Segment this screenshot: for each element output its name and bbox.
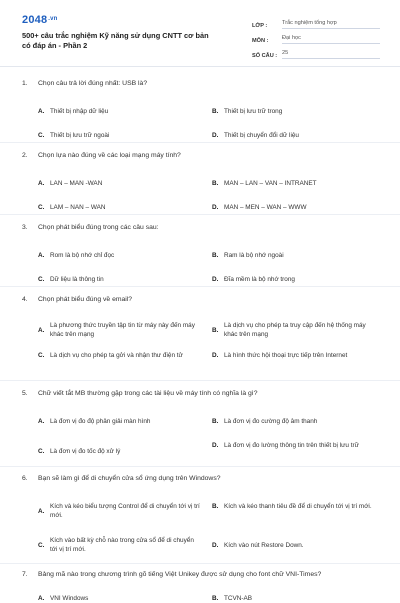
option-a[interactable]: [38, 107, 200, 116]
option-letter: B.: [212, 595, 219, 602]
option-b[interactable]: [212, 594, 374, 603]
option-text: Là dịch vụ cho phép ta gởi và nhận thư điện tử: [50, 352, 183, 359]
question-3: [22, 224, 382, 283]
option-text: Ram là bộ nhớ ngoài: [224, 252, 284, 259]
question-number: 3.: [22, 224, 28, 231]
question-text: [22, 390, 382, 397]
question-separator: [0, 563, 400, 564]
option-c[interactable]: [38, 351, 200, 360]
option-b[interactable]: [212, 251, 374, 260]
question-prompt: Chọn lựa nào đúng về các loại mạng máy tính?: [38, 152, 181, 159]
option-letter: C.: [38, 448, 45, 455]
logo-suffix: .vn: [48, 16, 58, 22]
option-letter: A.: [38, 507, 45, 515]
option-d[interactable]: [212, 541, 374, 550]
question-text: [22, 571, 382, 578]
question-5: [22, 390, 382, 455]
question-prompt: Chọn phát biểu đúng về email?: [38, 296, 133, 303]
document-title: 500+ câu trắc nghiệm Kỹ năng sử dụng CNTT cơ bản có đáp án - Phần 2: [22, 31, 209, 50]
question-number: 7.: [22, 571, 28, 578]
option-text: Kích vào nút Restore Down.: [224, 542, 304, 549]
option-letter: D.: [212, 204, 219, 211]
meta-key: LỚP :: [252, 23, 268, 29]
option-c[interactable]: [38, 447, 200, 456]
option-letter: C.: [38, 352, 45, 359]
option-letter: D.: [212, 542, 219, 549]
option-text: TCVN-AB: [224, 595, 253, 602]
question-prompt: Bạn sẽ làm gì để di chuyển cửa sổ ứng dụng trên Windows?: [38, 475, 221, 482]
option-letter: A.: [38, 108, 45, 115]
option-text: Kích và kéo biểu tượng Control để di chuyển tới vị trí mới.: [50, 503, 200, 519]
meta-row-class: [252, 14, 380, 29]
option-b[interactable]: [212, 502, 374, 511]
option-letter: C.: [38, 541, 45, 549]
option-letter: C.: [38, 204, 45, 211]
question-separator: [0, 142, 400, 143]
meta-value: Đại học: [282, 35, 380, 44]
option-a[interactable]: [38, 417, 200, 426]
question-separator: [0, 286, 400, 287]
option-text: Là hình thức hội thoại trực tiếp trên Internet: [224, 352, 348, 359]
option-letter: B.: [212, 108, 219, 115]
option-c[interactable]: [38, 131, 200, 140]
header-divider: [0, 66, 400, 67]
option-text: Là phương thức truyền tập tin từ máy này đến máy khác trên mạng: [50, 322, 195, 338]
question-text: [22, 224, 382, 231]
option-text: MAN – MEN – WAN – WWW: [224, 204, 307, 211]
question-text: [22, 80, 382, 87]
question-number: 4.: [22, 296, 28, 303]
option-b[interactable]: [212, 321, 374, 339]
option-letter: B.: [212, 180, 219, 187]
question-prompt: Chọn câu trả lời đúng nhất: USB là?: [38, 80, 148, 87]
question-number: 6.: [22, 475, 28, 482]
option-letter: D.: [212, 132, 219, 139]
option-d[interactable]: [212, 275, 374, 284]
option-letter: B.: [212, 326, 219, 334]
option-a[interactable]: [38, 594, 200, 603]
option-letter: C.: [38, 276, 45, 283]
question-prompt: Bảng mã nào trong chương trình gõ tiếng Việt Unikey được sử dụng cho font chữ VNI-Times?: [38, 571, 322, 578]
option-letter: A.: [38, 595, 45, 602]
option-c[interactable]: [38, 536, 200, 554]
question-number: 2.: [22, 152, 28, 159]
question-prompt: Chọn phát biểu đúng trong các câu sau:: [38, 224, 159, 231]
question-separator: [0, 380, 400, 381]
option-d[interactable]: [212, 351, 374, 360]
option-a[interactable]: [38, 179, 200, 188]
option-d[interactable]: [212, 131, 374, 140]
option-d[interactable]: [212, 441, 374, 450]
option-letter: A.: [38, 418, 45, 425]
option-letter: D.: [212, 352, 219, 359]
meta-key: SỐ CÂU :: [252, 53, 278, 59]
option-b[interactable]: [212, 417, 374, 426]
site-logo[interactable]: [22, 14, 58, 26]
option-text: MAN – LAN – VAN – INTRANET: [224, 180, 317, 187]
option-letter: B.: [212, 503, 219, 510]
option-text: VNI Windows: [50, 595, 89, 602]
question-4: [22, 296, 382, 359]
option-text: Thiết bị lưu trữ trong: [224, 108, 283, 115]
option-letter: D.: [212, 276, 219, 283]
document-header: [0, 0, 400, 64]
option-letter: A.: [38, 326, 45, 334]
question-7: [22, 571, 382, 602]
question-text: [22, 152, 382, 159]
option-c[interactable]: [38, 203, 200, 212]
option-b[interactable]: [212, 107, 374, 116]
question-text: [22, 475, 382, 482]
meta-row-count: [252, 44, 380, 59]
question-number: 1.: [22, 80, 28, 87]
logo-text: 2048: [22, 14, 48, 26]
option-text: Kích và kéo thanh tiêu đề để di chuyển tới vị trí mới.: [224, 503, 372, 510]
option-letter: D.: [212, 442, 219, 449]
document-meta: [252, 14, 380, 59]
option-letter: A.: [38, 252, 45, 259]
question-separator: [0, 466, 400, 467]
option-a[interactable]: [38, 502, 200, 520]
question-separator: [0, 214, 400, 215]
option-a[interactable]: [38, 321, 200, 339]
option-text: LAM – NAN – WAN: [50, 204, 106, 211]
option-text: Là đơn vị đo lường thông tin trên thiết bị lưu trữ: [224, 442, 359, 449]
question-1: [22, 80, 382, 139]
meta-row-subject: [252, 29, 380, 44]
option-letter: B.: [212, 252, 219, 259]
question-6: [22, 475, 382, 553]
question-text: [22, 296, 382, 303]
option-text: LAN – MAN -WAN: [50, 180, 103, 187]
option-text: Là đơn vị đo độ phân giải màn hình: [50, 418, 151, 425]
option-text: Là đơn vị đo cường độ âm thanh: [224, 418, 318, 425]
option-text: Dữ liệu là thông tin: [50, 276, 104, 283]
option-text: Đĩa mềm là bộ nhớ trong: [224, 276, 295, 283]
question-prompt: Chữ viết tắt MB thường gặp trong các tài liệu về máy tính có nghĩa là gì?: [38, 390, 258, 397]
option-text: Là dịch vụ cho phép ta truy cập đến hệ thống máy khác trên mạng: [224, 322, 366, 338]
option-text: Kích vào bất kỳ chỗ nào trong cửa sổ để di chuyển tới vị trí mới.: [50, 537, 194, 553]
option-d[interactable]: [212, 203, 374, 212]
option-text: Thiết bị nhập dữ liệu: [50, 108, 109, 115]
option-c[interactable]: [38, 275, 200, 284]
question-number: 5.: [22, 390, 28, 397]
option-text: Là đơn vị đo tốc độ xử lý: [50, 448, 121, 455]
option-letter: C.: [38, 132, 45, 139]
option-text: Thiết bị lưu trữ ngoài: [50, 132, 110, 139]
meta-value: 25: [282, 50, 380, 59]
option-letter: B.: [212, 418, 219, 425]
option-b[interactable]: [212, 179, 374, 188]
option-text: Rom là bộ nhớ chỉ đọc: [50, 252, 115, 259]
option-a[interactable]: [38, 251, 200, 260]
meta-value: Trắc nghiệm tổng hợp: [282, 20, 380, 29]
question-2: [22, 152, 382, 211]
option-letter: A.: [38, 180, 45, 187]
meta-key: MÔN :: [252, 38, 269, 44]
option-text: Thiết bị chuyển đổi dữ liệu: [224, 132, 299, 139]
